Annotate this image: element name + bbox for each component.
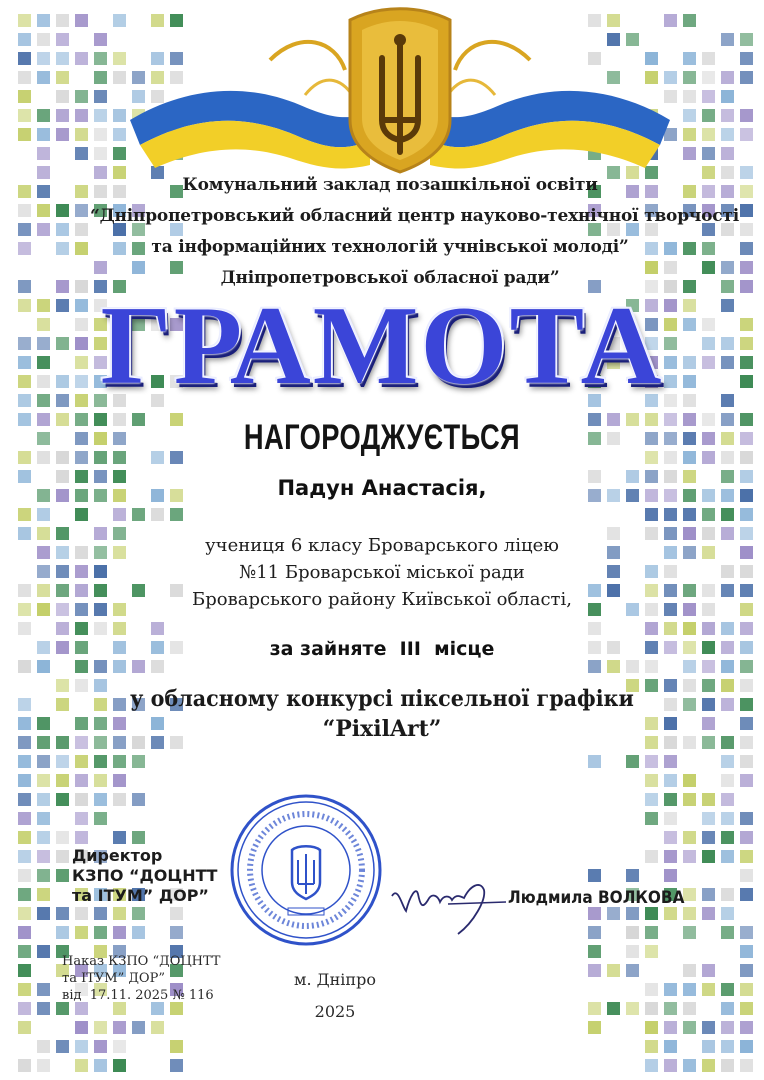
director-title <box>72 846 272 906</box>
contest-text: у обласному конкурсі піксельної графіки <box>130 686 634 712</box>
order-line-3: від 17.11. 2025 № 116 <box>62 988 214 1003</box>
description-line-2: №11 Броварської міської ради <box>239 562 525 583</box>
description-line-3: Броварського району Київської області, <box>192 589 572 610</box>
contest-name: “PixilArt” <box>322 716 442 742</box>
org-line-1: Комунальний заклад позашкільної освіти <box>182 175 598 195</box>
director-line-2: КЗПО “ДОЦНТТ <box>72 866 218 885</box>
city: м. Дніпро <box>294 970 376 989</box>
year: 2025 <box>314 1002 356 1021</box>
place-text: за зайняте III місце <box>269 638 495 660</box>
coat-of-arms-emblem-icon <box>120 0 680 178</box>
org-line-2: “Дніпропетровський обласний центр науково-технічної творчості <box>90 206 740 226</box>
description-line-1: учениця 6 класу Броварського ліцею <box>205 535 559 556</box>
director-name: Людмила ВОЛКОВА <box>508 888 685 908</box>
certificate-title: ГРАМОТА <box>100 284 664 408</box>
org-line-4: Дніпропетровської обласної ради” <box>220 268 560 288</box>
order-line-1: Наказ КЗПО “ДОЦНТТ <box>62 954 221 969</box>
org-line-3: та інформаційних технологій учнівської молоді” <box>151 237 629 257</box>
recipient-description <box>0 532 764 613</box>
awarded-label: НАГОРОДЖУЄТЬСЯ <box>243 418 521 457</box>
order-line-2: та ІТУМ” ДОР” <box>62 971 165 986</box>
order-reference <box>62 953 292 1004</box>
director-line-3: та ІТУМ” ДОР” <box>72 886 209 905</box>
signature-icon <box>388 866 508 936</box>
director-line-1: Директор <box>72 846 163 865</box>
recipient-name: Падун Анастасія, <box>277 476 487 500</box>
organization-name <box>90 170 740 294</box>
